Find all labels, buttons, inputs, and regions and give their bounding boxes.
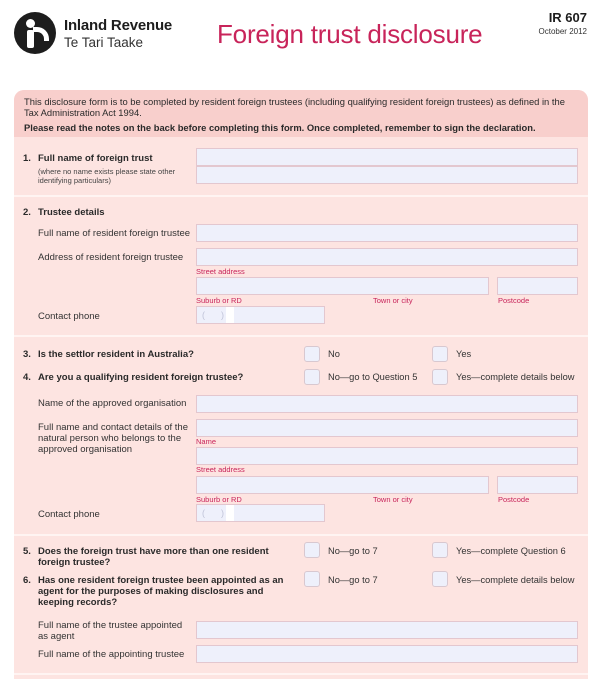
- form-date: October 2012: [538, 27, 587, 36]
- org-name: Inland Revenue: [64, 17, 173, 34]
- intro-instruction: Please read the notes on the back before completing this form. Once completed, remember to sign the declaration.: [24, 122, 536, 133]
- q3-no-checkbox[interactable]: [304, 346, 320, 362]
- trustee-suburb-town-field[interactable]: [196, 277, 489, 295]
- suburb-label: Suburb or RD: [196, 296, 242, 305]
- person-postcode-field[interactable]: [497, 476, 578, 494]
- q5-yes-label: Yes—complete Question 6: [456, 546, 566, 556]
- org-name-maori: Te Tari Taake: [64, 35, 144, 50]
- trustee-name-field[interactable]: [196, 224, 578, 242]
- section-divider: [14, 673, 588, 675]
- intro-panel: [14, 90, 588, 137]
- phone-open-paren: (: [202, 310, 205, 320]
- q1-text: Full name of foreign trust: [38, 153, 153, 164]
- trustee-address-label: Address of resident foreign trustee: [38, 252, 184, 263]
- q4-yes-label: Yes—complete details below: [456, 372, 575, 382]
- form-title: Foreign trust disclosure: [217, 19, 483, 49]
- person-phone-label: Contact phone: [38, 509, 100, 520]
- q2-number: 2.: [23, 207, 31, 218]
- trustee-phone-label: Contact phone: [38, 311, 100, 322]
- q3-number: 3.: [23, 349, 31, 360]
- trust-name-field-line2[interactable]: [196, 166, 578, 184]
- q6-yes-checkbox[interactable]: [432, 571, 448, 587]
- phone-close-paren: ): [221, 508, 224, 518]
- q6-no-checkbox[interactable]: [304, 571, 320, 587]
- approved-org-label: Name of the approved organisation: [38, 398, 187, 409]
- q4-text: Are you a qualifying resident foreign trustee?: [38, 372, 244, 383]
- section-divider: [14, 195, 588, 197]
- q3-yes-label: Yes: [456, 349, 472, 359]
- q5-number: 5.: [23, 546, 31, 557]
- agent-trustee-label: Full name of the trustee appointed as agent: [38, 620, 183, 642]
- trustee-street-field[interactable]: [196, 248, 578, 266]
- q1-number: 1.: [23, 153, 31, 164]
- approved-org-field[interactable]: [196, 395, 578, 413]
- q5-text: Does the foreign trust have more than one resident foreign trustee?: [38, 546, 269, 568]
- person-phone-field[interactable]: [196, 504, 325, 522]
- q1-note: (where no name exists please state other identifying particulars): [38, 167, 176, 185]
- appointing-trustee-label: Full name of the appointing trustee: [38, 649, 185, 660]
- trustee-phone-field[interactable]: [196, 306, 325, 324]
- q6-no-label: No—go to 7: [328, 575, 378, 585]
- form-number: IR 607: [548, 10, 587, 25]
- q3-text: Is the settlor resident in Australia?: [38, 349, 194, 360]
- phone-close-paren: ): [221, 310, 224, 320]
- q2-text: Trustee details: [38, 207, 105, 218]
- form-header: [0, 0, 600, 85]
- natural-person-label: Full name and contact details of the natural person who belongs to the approved organisation: [38, 422, 188, 455]
- person-name-field[interactable]: [196, 419, 578, 437]
- disclosure-form: [14, 90, 588, 679]
- agent-trustee-field[interactable]: [196, 621, 578, 639]
- trustee-postcode-field[interactable]: [497, 277, 578, 295]
- postcode-label: Postcode: [498, 296, 530, 305]
- town-label: Town or city: [373, 296, 413, 305]
- q5-no-checkbox[interactable]: [304, 542, 320, 558]
- section-divider: [14, 335, 588, 337]
- name-label: Name: [196, 437, 217, 446]
- q3-no-label: No: [328, 349, 340, 359]
- q4-no-label: No—go to Question 5: [328, 372, 418, 382]
- q4-number: 4.: [23, 372, 31, 383]
- q5-no-label: No—go to 7: [328, 546, 378, 556]
- section-divider: [14, 534, 588, 536]
- ir-logo-icon: [14, 12, 56, 54]
- person-street-field[interactable]: [196, 447, 578, 465]
- intro-text: This disclosure form is to be completed by resident foreign trustees (including qualifying resident foreign trustees) as defined in the Tax Administration Act 1994.: [24, 96, 565, 118]
- person-suburb-town-field[interactable]: [196, 476, 489, 494]
- street-address-label: Street address: [196, 465, 245, 474]
- phone-open-paren: (: [202, 508, 205, 518]
- q6-text: Has one resident foreign trustee been appointed as an agent for the purposes of making disclosures and keeping records?: [38, 575, 284, 608]
- town-label: Town or city: [373, 495, 413, 504]
- trust-name-field-line1[interactable]: [196, 148, 578, 166]
- trustee-name-label: Full name of resident foreign trustee: [38, 228, 191, 239]
- q4-no-checkbox[interactable]: [304, 369, 320, 385]
- appointing-trustee-field[interactable]: [196, 645, 578, 663]
- q3-yes-checkbox[interactable]: [432, 346, 448, 362]
- q6-yes-label: Yes—complete details below: [456, 575, 575, 585]
- postcode-label: Postcode: [498, 495, 530, 504]
- q5-yes-checkbox[interactable]: [432, 542, 448, 558]
- street-address-label: Street address: [196, 267, 245, 276]
- q6-number: 6.: [23, 575, 31, 586]
- suburb-label: Suburb or RD: [196, 495, 242, 504]
- q4-yes-checkbox[interactable]: [432, 369, 448, 385]
